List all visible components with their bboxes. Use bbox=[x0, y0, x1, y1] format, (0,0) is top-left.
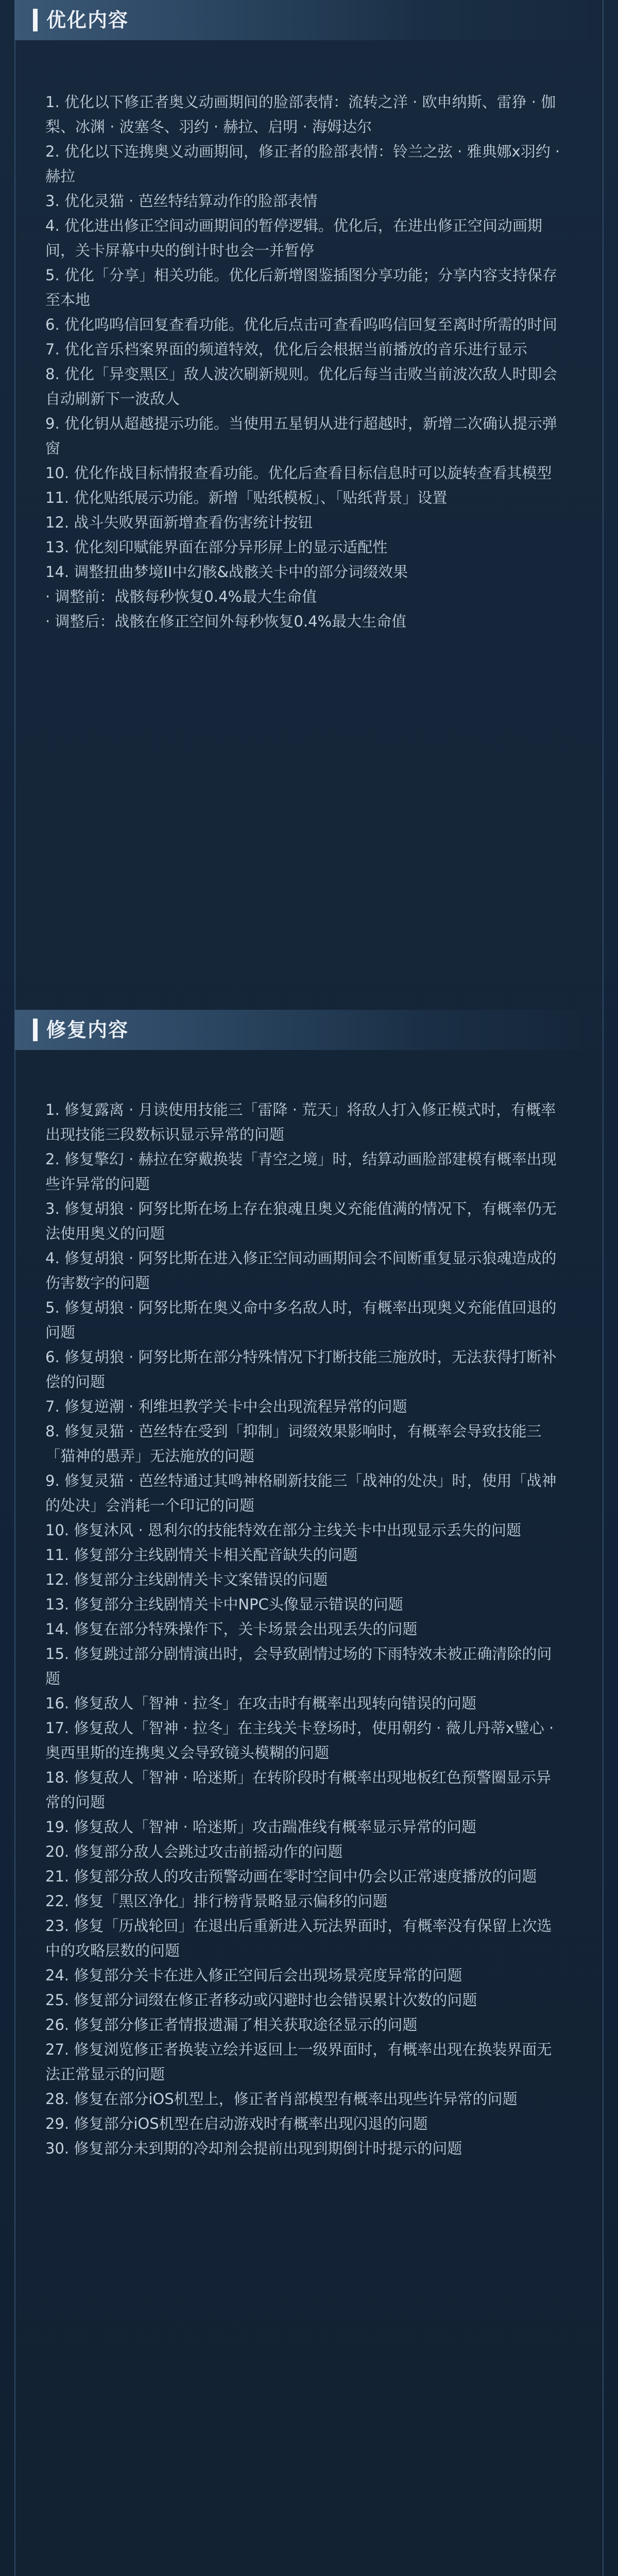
fix-item: 14. 修复在部分特殊操作下，关卡场景会出现丢失的问题 bbox=[45, 1620, 418, 1638]
fix-item: 2. 修复擎幻 · 赫拉在穿戴换装「青空之境」时，结算动画脸部建模有概率出现些许异常的问题 bbox=[45, 1150, 557, 1193]
optimize-item: 12. 战斗失败界面新增查看伤害统计按钮 bbox=[45, 514, 313, 531]
fix-list bbox=[45, 1097, 565, 2161]
fix-item: 26. 修复部分修正者情报遗漏了相关获取途径显示的问题 bbox=[45, 2016, 418, 2033]
fix-item: 21. 修复部分敌人的攻击预警动画在零时空间中仍会以正常速度播放的问题 bbox=[45, 1868, 537, 1885]
fix-item: 12. 修复部分主线剧情关卡文案错误的问题 bbox=[45, 1571, 328, 1588]
fix-item: 16. 修复敌人「智神 · 拉冬」在攻击时有概率出现转向错误的问题 bbox=[45, 1694, 476, 1712]
optimize-item: · 调整前：战骸每秒恢复0.4%最大生命值 bbox=[45, 588, 317, 605]
optimize-item: 5. 优化「分享」相关功能。优化后新增图鉴插图分享功能；分享内容支持保存至本地 bbox=[45, 266, 557, 309]
fix-item: 7. 修复逆潮 · 利维坦教学关卡中会出现流程异常的问题 bbox=[45, 1398, 407, 1415]
section-header-optimize bbox=[14, 0, 604, 40]
fix-item: 29. 修复部分iOS机型在启动游戏时有概率出现闪退的问题 bbox=[45, 2115, 428, 2132]
optimize-item: 9. 优化钥从超越提示功能。当使用五星钥从进行超越时，新增二次确认提示弹窗 bbox=[45, 415, 557, 457]
optimize-list bbox=[45, 90, 565, 634]
fix-item: 25. 修复部分词缀在修正者移动或闪避时也会错误累计次数的问题 bbox=[45, 1991, 477, 2009]
optimize-item: 3. 优化灵猫 · 芭丝特结算动作的脸部表情 bbox=[45, 192, 318, 210]
optimize-item: 1. 优化以下修正者奥义动画期间的脸部表情：流转之洋 · 欧申纳斯、雷狰 · 伽梨、冰渊 · 波塞冬、羽约 · 赫拉、启明 · 海姆达尔 bbox=[45, 93, 556, 135]
fix-item: 24. 修复部分关卡在进入修正空间后会出现场景亮度异常的问题 bbox=[45, 1967, 462, 1984]
fix-item: 10. 修复沐风 · 恩利尔的技能特效在部分主线关卡中出现显示丢失的问题 bbox=[45, 1521, 521, 1539]
optimize-item: 7. 优化音乐档案界面的频道特效，优化后会根据当前播放的音乐进行显示 bbox=[45, 341, 527, 358]
fix-item: 3. 修复胡狼 · 阿努比斯在场上存在狼魂且奥义充能值满的情况下，有概率仍无法使用奥义的问题 bbox=[45, 1200, 557, 1242]
fix-item: 18. 修复敌人「智神 · 哈迷斯」在转阶段时有概率出现地板红色预警圈显示异常的问题 bbox=[45, 1769, 551, 1811]
section-title-fix: 修复内容 bbox=[46, 1019, 129, 1041]
fix-item: 17. 修复敌人「智神 · 拉冬」在主线关卡登场时，使用朝约 · 薇儿丹蒂x璧心 · 奥西里斯的连携奥义会导致镜头模糊的问题 bbox=[45, 1719, 554, 1761]
fix-item: 8. 修复灵猫 · 芭丝特在受到「抑制」词缀效果影响时，有概率会导致技能三「猫神的愚弄」无法施放的问题 bbox=[45, 1422, 542, 1465]
optimize-item: 14. 调整扭曲梦境II中幻骸&战骸关卡中的部分词缀效果 bbox=[45, 563, 408, 581]
fix-item: 30. 修复部分未到期的冷却剂会提前出现到期倒计时提示的问题 bbox=[45, 2140, 462, 2157]
fix-item: 23. 修复「历战轮回」在退出后重新进入玩法界面时，有概率没有保留上次选中的攻略层数的问题 bbox=[45, 1917, 552, 1959]
section-accent-bar bbox=[33, 1019, 38, 1041]
fix-item: 11. 修复部分主线剧情关卡相关配音缺失的问题 bbox=[45, 1546, 358, 1564]
optimize-item: 8. 优化「异变黑区」敌人波次刷新规则。优化后每当击败当前波次敌人时即会自动刷新下一波敌人 bbox=[45, 365, 557, 408]
fix-item: 28. 修复在部分iOS机型上，修正者肖部模型有概率出现些许异常的问题 bbox=[45, 2090, 518, 2108]
optimize-item: 4. 优化进出修正空间动画期间的暂停逻辑。优化后，在进出修正空间动画期间，关卡屏幕中央的倒计时也会一并暂停 bbox=[45, 217, 542, 259]
optimize-item: 6. 优化呜呜信回复查看功能。优化后点击可查看呜呜信回复至离时所需的时间 bbox=[45, 316, 557, 333]
optimize-item: · 调整后：战骸在修正空间外每秒恢复0.4%最大生命值 bbox=[45, 613, 407, 630]
section-accent-bar bbox=[33, 9, 38, 31]
fix-item: 5. 修复胡狼 · 阿努比斯在奥义命中多名敌人时，有概率出现奥义充能值回退的问题 bbox=[45, 1299, 557, 1341]
optimize-item: 13. 优化刻印赋能界面在部分异形屏上的显示适配性 bbox=[45, 538, 388, 556]
section-header-fix bbox=[14, 1010, 604, 1050]
fix-item: 1. 修复露离 · 月读使用技能三「雷降 · 荒天」将敌人打入修正模式时，有概率出现技能三段数标识显示异常的问题 bbox=[45, 1101, 556, 1143]
fix-item: 19. 修复敌人「智神 · 哈迷斯」攻击踹准线有概率显示异常的问题 bbox=[45, 1818, 476, 1836]
fix-item: 15. 修复跳过部分剧情演出时，会导致剧情过场的下雨特效未被正确清除的问题 bbox=[45, 1645, 552, 1687]
fix-item: 13. 修复部分主线剧情关卡中NPC头像显示错误的问题 bbox=[45, 1596, 403, 1613]
fix-item: 20. 修复部分敌人会跳过攻击前摇动作的问题 bbox=[45, 1843, 343, 1860]
fix-item: 22. 修复「黑区净化」排行榜背景略显示偏移的问题 bbox=[45, 1892, 388, 1910]
optimize-item: 11. 优化贴纸展示功能。新增「贴纸模板」、「贴纸背景」设置 bbox=[45, 489, 448, 506]
section-title-optimize: 优化内容 bbox=[46, 9, 129, 31]
optimize-item: 2. 优化以下连携奥义动画期间，修正者的脸部表情：铃兰之弦 · 雅典娜x羽约 · 赫拉 bbox=[45, 143, 560, 185]
fix-item: 4. 修复胡狼 · 阿努比斯在进入修正空间动画期间会不间断重复显示狼魂造成的伤害数字的问题 bbox=[45, 1249, 557, 1292]
fix-item: 6. 修复胡狼 · 阿努比斯在部分特殊情况下打断技能三施放时，无法获得打断补偿的问题 bbox=[45, 1348, 557, 1391]
fix-item: 9. 修复灵猫 · 芭丝特通过其鸣神格刷新技能三「战神的处决」时，使用「战神的处决」会消耗一个印记的问题 bbox=[45, 1472, 557, 1514]
optimize-item: 10. 优化作战目标情报查看功能。优化后查看目标信息时可以旋转查看其模型 bbox=[45, 464, 552, 482]
fix-item: 27. 修复浏览修正者换装立绘并返回上一级界面时，有概率出现在换装界面无法正常显示的问题 bbox=[45, 2041, 552, 2083]
